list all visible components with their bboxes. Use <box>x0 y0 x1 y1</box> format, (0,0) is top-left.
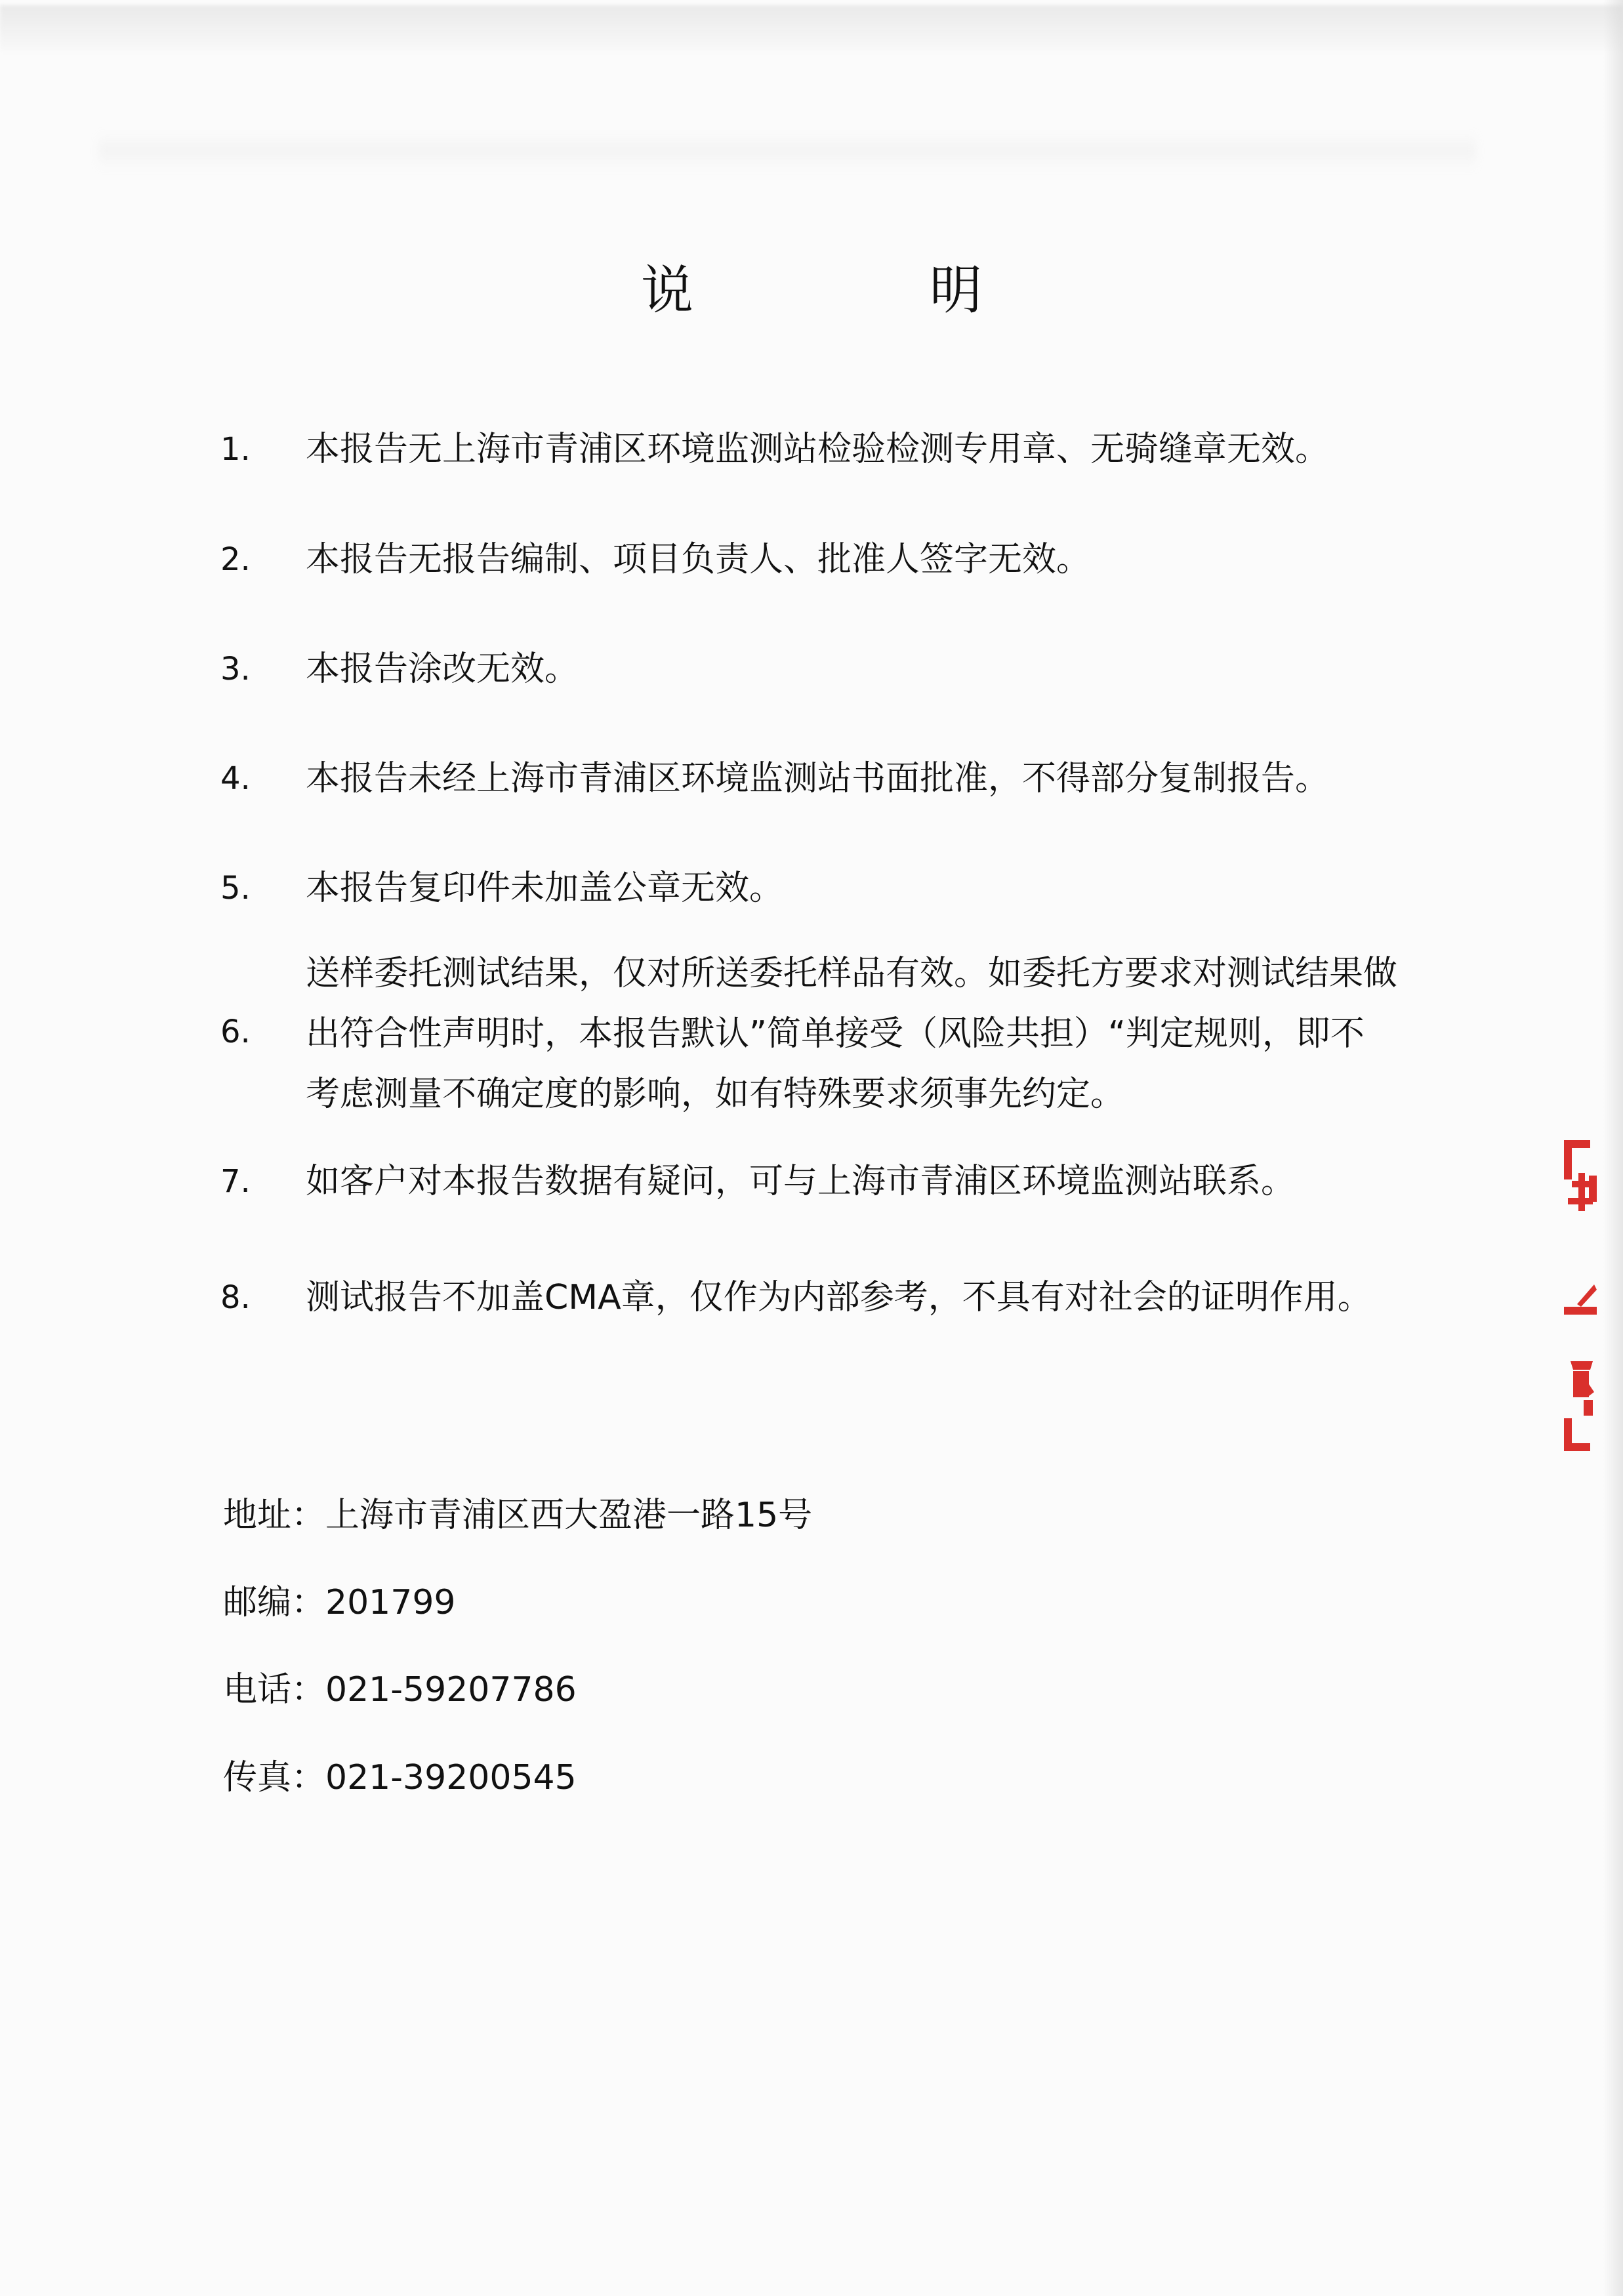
notice-number: 4. <box>220 760 251 797</box>
fax-label: 传真： <box>223 1758 326 1797</box>
contact-postcode <box>223 1580 456 1626</box>
address-value: 上海市青浦区西大盈港一路15号 <box>325 1496 813 1535</box>
notice-text: 测试报告不加盖CMA章，仅作为内部参考，不具有对社会的证明作用。 <box>306 1278 1372 1317</box>
notice-number: 6. <box>220 1014 251 1050</box>
postcode-label: 邮编： <box>223 1583 326 1622</box>
contact-phone <box>223 1667 577 1713</box>
fax-value: 021-39200545 <box>325 1758 577 1797</box>
seam-stamp-marks <box>1564 1140 1597 1451</box>
notice-number: 7. <box>220 1163 251 1200</box>
scan-artifact-top <box>0 5 1623 51</box>
notice-number: 5. <box>220 870 251 907</box>
page-title: 说 明 <box>641 260 1074 321</box>
notice-number: 8. <box>220 1279 251 1316</box>
notice-text-line: 送样委托测试结果，仅对所送委托样品有效。如委托方要求对测试结果做 <box>306 954 1398 993</box>
notice-text <box>306 943 1480 1124</box>
notice-text: 本报告无报告编制、项目负责人、批准人签字无效。 <box>306 540 1091 579</box>
notice-text: 如客户对本报告数据有疑问，可与上海市青浦区环境监测站联系。 <box>306 1162 1296 1201</box>
notice-number: 3. <box>220 651 251 687</box>
phone-value: 021-59207786 <box>325 1670 577 1710</box>
phone-label: 电话： <box>223 1670 326 1710</box>
seam-stamp <box>1555 1135 1607 1463</box>
notice-number: 1. <box>220 431 251 468</box>
notice-number: 2. <box>220 541 251 578</box>
notice-text: 本报告无上海市青浦区环境监测站检验检测专用章、无骑缝章无效。 <box>306 430 1330 469</box>
address-label: 地址： <box>223 1496 326 1535</box>
scan-artifact-band <box>98 131 1476 171</box>
postcode-value: 201799 <box>325 1583 456 1622</box>
notice-text-line: 考虑测量不确定度的影响，如有特殊要求须事先约定。 <box>306 1075 1125 1114</box>
notice-text: 本报告涂改无效。 <box>306 649 579 689</box>
notice-text: 本报告复印件未加盖公章无效。 <box>306 869 784 908</box>
contact-fax <box>223 1755 577 1801</box>
notice-text: 本报告未经上海市青浦区环境监测站书面批准，不得部分复制报告。 <box>306 759 1330 798</box>
contact-address <box>223 1492 812 1538</box>
notice-text-line: 出符合性声明时，本报告默认”简单接受（风险共担）“判定规则，即不 <box>306 1014 1365 1054</box>
